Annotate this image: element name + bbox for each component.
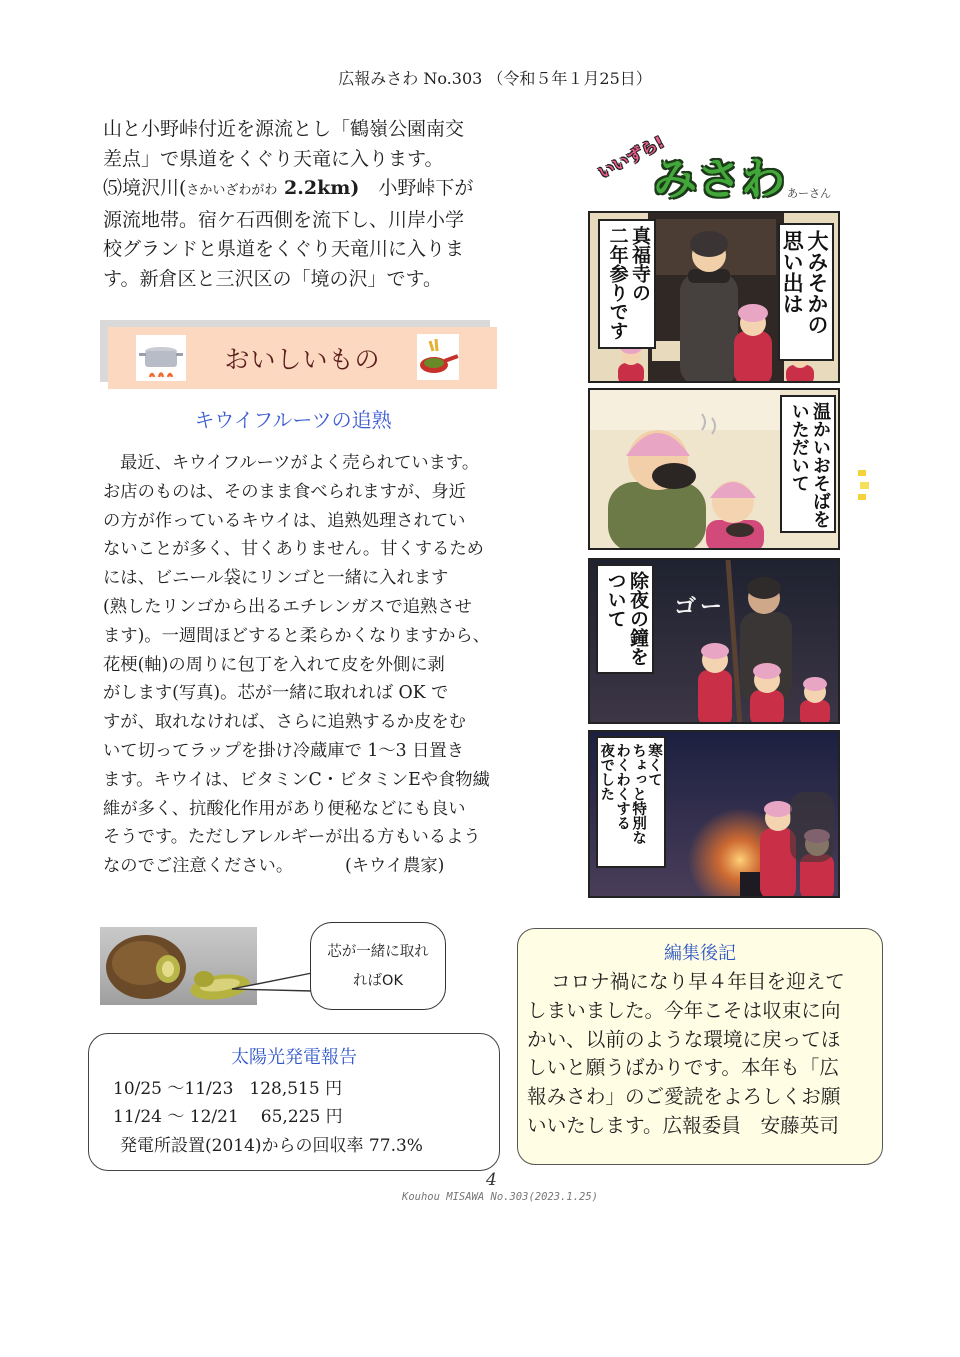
text-line: には、ビニール袋にリンゴと一緒に入れます xyxy=(103,568,449,589)
balloon-column: 大みそかの xyxy=(805,230,829,335)
text-line: 維が多く、抗酸化作用があり便秘などにも良い xyxy=(103,798,466,819)
manga-panel-3 xyxy=(588,558,840,724)
editor-note-body xyxy=(527,968,877,1141)
text-line: お店のものは、そのまま食べられますが、身近 xyxy=(103,481,466,502)
river-length: 2.2km) xyxy=(277,177,360,199)
text-line: がします(写真)。芯が一緒に取れれば OK で xyxy=(103,683,449,704)
solar-period: 11/24 ～ 12/21 xyxy=(113,1107,239,1127)
balloon-column: 夜でした xyxy=(598,743,615,801)
balloon-column: 思い出は xyxy=(780,230,805,314)
solar-amount: 128,515 円 xyxy=(249,1079,343,1099)
text-line xyxy=(103,174,503,206)
text-line: 花梗(軸)の周りに包丁を入れて皮を外側に剥 xyxy=(103,654,445,675)
article-title: キウイフルーツの追熟 xyxy=(194,408,392,432)
panel-3-balloon xyxy=(596,564,654,674)
balloon-column: 温かいおそばを xyxy=(810,402,831,528)
text-line: そうです。ただしアレルギーが出る方もいるよう xyxy=(103,827,481,848)
balloon-column: いただいて xyxy=(788,402,810,492)
manga-author: あーさん xyxy=(787,187,831,200)
caption-line: ればOK xyxy=(353,973,403,989)
balloon-column: わくわくする xyxy=(614,743,631,830)
text-line: ます。キウイは、ビタミンC・ビタミンEや食物繊 xyxy=(103,769,490,790)
manga-panel-4 xyxy=(588,730,840,898)
panel-4-balloon xyxy=(596,736,666,868)
manga-strip xyxy=(585,113,857,903)
river-text: 小野峠下が xyxy=(359,177,474,199)
text-line: かい、以前のような環境に戻ってほ xyxy=(527,1027,841,1051)
text-line: 報みさわ」のご愛読をよろしくお願 xyxy=(527,1085,841,1109)
text-line xyxy=(103,852,523,881)
manga-title-small: いいずら! xyxy=(595,132,668,183)
text-line: 山と小野峠付近を源流とし「鶴嶺公園南交 xyxy=(103,118,465,140)
manga-title: みさわ xyxy=(653,154,785,205)
decoration-mark xyxy=(856,466,870,506)
manga-panel-2 xyxy=(588,388,840,550)
photo-caption-bubble xyxy=(310,922,446,1010)
text-line: (熟したリンゴから出るエチレンガスで追熟させ xyxy=(103,596,472,617)
text-line: す。新倉区と三沢区の「境の沢」です。 xyxy=(103,267,442,290)
solar-period: 10/25 ～11/23 xyxy=(113,1079,234,1099)
article-credit: (キウイ農家) xyxy=(345,856,445,877)
section-heading: おいしいもの xyxy=(224,345,381,374)
balloon-column: 二年参りです xyxy=(606,226,629,340)
editor-note-title: 編集後記 xyxy=(664,943,736,964)
balloon-column: ついて xyxy=(604,571,627,628)
solar-amount: 65,225 円 xyxy=(260,1107,343,1127)
newsletter-header: 広報みさわ No.303 （令和５年１月25日） xyxy=(338,69,652,88)
panel-2-balloon xyxy=(780,395,836,533)
solar-recovery-rate: 発電所設置(2014)からの回収率 77.3% xyxy=(120,1136,423,1156)
solar-row xyxy=(113,1102,343,1127)
panel-1-left-balloon xyxy=(598,219,656,349)
footer-note: Kouhou MISAWA No.303(2023.1.25) xyxy=(402,1191,598,1203)
balloon-column: 寒くて xyxy=(646,743,662,787)
rivers-text xyxy=(103,115,503,294)
last-line-text: なのでご注意ください。 xyxy=(103,856,294,877)
text-line: しまいました。今年こそは収束に向 xyxy=(527,998,841,1022)
text-line: ます)。一週間ほどすると柔らかくなりますから、 xyxy=(103,625,490,646)
balloon-column: ちょっと特別な xyxy=(630,743,647,845)
solar-row xyxy=(113,1074,342,1099)
balloon-column: 除夜の鐘を xyxy=(627,571,649,666)
panel-1-right-balloon xyxy=(778,223,834,361)
river-reading: さかいざわがわ xyxy=(186,183,278,198)
caption-line: 芯が一緒に取れ xyxy=(327,944,429,960)
text-line: 最近、キウイフルーツがよく売られています。 xyxy=(120,453,480,473)
manga-panel-1 xyxy=(588,211,840,383)
text-line: しいと願うばかりです。本年も「広 xyxy=(527,1056,839,1080)
text-line: 校グランドと県道をくぐり天竜川に入りま xyxy=(103,238,465,260)
page-number: 4 xyxy=(486,1170,497,1190)
text-line: いいたします。広報委員 安藤英司 xyxy=(527,1113,839,1137)
sound-effect: ゴー xyxy=(674,595,727,620)
text-line: コロナ禍になり早４年目を迎えて xyxy=(551,970,845,993)
text-line: の方が作っているキウイは、追熟処理されてい xyxy=(103,510,466,531)
text-line: すが、取れなければ、さらに追熟するか皮をむ xyxy=(103,712,466,733)
text-line: ないことが多く、甘くありません。甘くするため xyxy=(103,539,484,560)
kiwi-article xyxy=(103,449,523,881)
balloon-column: 真福寺の xyxy=(629,226,651,302)
river-name: ⑸境沢川( xyxy=(103,177,187,199)
speech-bubble-tail xyxy=(228,965,314,1005)
solar-report-title: 太陽光発電報告 xyxy=(231,1047,357,1068)
text-line: 源流地帯。宿ケ石西側を流下し、川岸小学 xyxy=(103,208,465,231)
text-line: 差点」で県道をくぐり天竜に入ります。 xyxy=(103,147,444,170)
text-line: いて切ってラップを掛け冷蔵庫で 1～3 日置き xyxy=(103,740,464,761)
